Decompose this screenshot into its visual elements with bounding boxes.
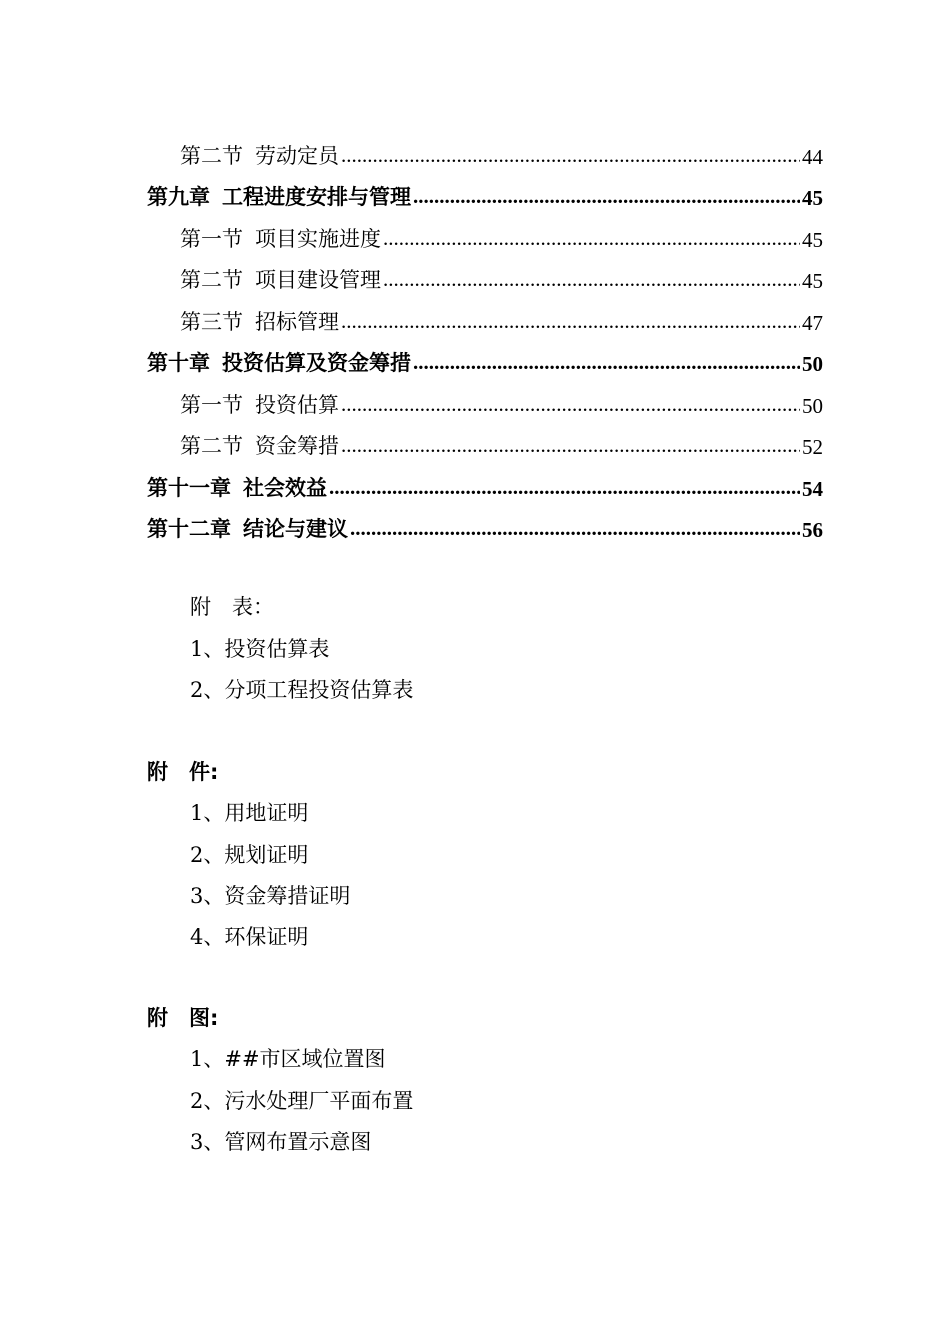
toc-number: 第二节 [180,434,243,458]
toc-title: 工程进度安排与管理 [222,185,411,209]
appendix-table-item: 2、分项工程投资估算表 [190,678,414,702]
toc-entry[interactable] [147,128,823,170]
toc-leader [341,308,800,333]
toc-title: 资金筹措 [255,434,339,458]
toc-entry[interactable] [147,502,823,544]
toc-leader [341,142,800,167]
toc-number: 第十二章 [147,517,231,541]
toc-entry[interactable] [147,460,823,502]
toc-title: 投资估算及资金筹措 [222,351,411,375]
toc-number: 第三节 [180,309,243,334]
toc-leader [341,391,800,416]
toc-leader [413,350,800,375]
toc-entry[interactable] [147,294,823,336]
toc-page: 45 [802,186,823,210]
figure-item: 2、污水处理厂平面布置 [190,1089,414,1113]
toc-entry[interactable] [147,419,823,461]
toc-title: 劳动定员 [255,143,339,168]
toc-title: 招标管理 [255,309,339,334]
toc-entry[interactable] [147,253,823,295]
attachment-item: 3、资金筹措证明 [190,884,351,908]
attachment-item: 2、规划证明 [190,843,309,867]
toc-leader [329,474,800,499]
toc-page: 45 [802,227,823,252]
toc-page: 54 [802,476,823,501]
toc-entry[interactable] [147,170,823,212]
toc-page: 45 [802,269,823,293]
toc-page: 50 [802,393,823,418]
toc-page: 52 [802,435,823,459]
attachment-item: 4、环保证明 [190,925,309,949]
toc-leader [383,225,800,250]
toc-number: 第一节 [180,226,243,251]
toc-number: 第二节 [180,268,243,292]
toc-entry[interactable] [147,336,823,378]
toc-title: 结论与建议 [243,517,348,541]
appendix-tables-heading: 附 表： [190,595,274,619]
toc-page: 44 [802,144,823,169]
appendix-table-item: 1、投资估算表 [190,637,330,661]
toc-entry[interactable] [147,377,823,419]
toc-leader [383,267,800,292]
toc-number: 第十章 [147,351,210,375]
table-of-contents [147,128,823,543]
toc-leader [341,433,800,458]
toc-leader [413,184,800,209]
attachment-item: 1、用地证明 [190,801,309,825]
toc-title: 项目建设管理 [255,268,381,292]
toc-entry[interactable] [147,211,823,253]
toc-page: 47 [802,310,823,335]
attachments-heading: 附 件: [147,760,219,784]
toc-page: 50 [802,352,823,376]
toc-title: 社会效益 [243,475,327,500]
figure-item: 1、##市区域位置图 [190,1047,386,1071]
toc-number: 第九章 [147,185,210,209]
toc-number: 第十一章 [147,475,231,500]
toc-title: 投资估算 [255,392,339,417]
figure-item: 3、管网布置示意图 [190,1130,372,1154]
toc-page: 56 [802,518,823,542]
toc-leader [350,516,800,541]
toc-number: 第一节 [180,392,243,417]
toc-number: 第二节 [180,143,243,168]
toc-title: 项目实施进度 [255,226,381,251]
figures-heading: 附 图: [147,1006,219,1030]
